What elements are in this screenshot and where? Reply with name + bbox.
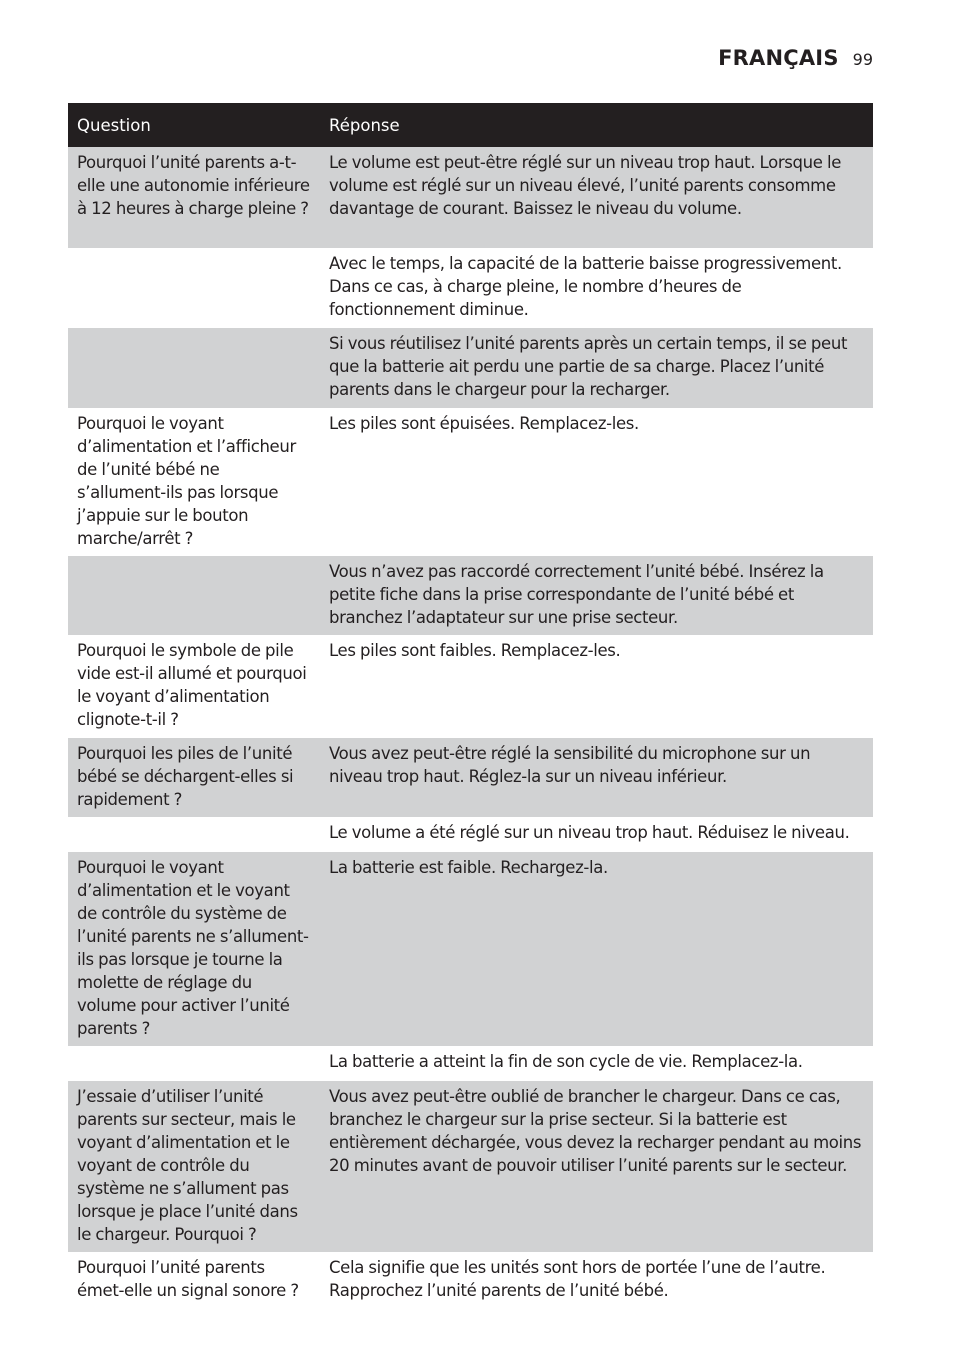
answer-cell: Le volume a été réglé sur un niveau trop haut. Réduisez le niveau. (320, 817, 873, 852)
table-row (68, 635, 873, 738)
question-cell: Pourquoi les piles de l’unité bébé se déchargent-elles si rapidement ? (68, 738, 320, 817)
troubleshooting-table (68, 103, 873, 1309)
table-row (68, 408, 873, 556)
answer-cell: Cela signifie que les unités sont hors de portée l’une de l’autre. Rapprochez l’unité parents de l’unité bébé. (320, 1252, 873, 1309)
page-header (718, 46, 873, 76)
question-cell: J’essaie d’utiliser l’unité parents sur secteur, mais le voyant d’alimentation et le voyant de contrôle du système ne s’allument pas lorsque je place l’unité dans le chargeur. Pourquoi ? (68, 1081, 320, 1252)
question-cell: Pourquoi le symbole de pile vide est-il allumé et pourquoi le voyant d’alimentation clignote-t-il ? (68, 635, 320, 738)
question-cell: Pourquoi le voyant d’alimentation et le voyant de contrôle du système de l’unité parents ne s’allument-ils pas lorsque je tourne la molette de réglage du volume pour activer l’unité parents ? (68, 852, 320, 1046)
answer-cell: Vous avez peut-être réglé la sensibilité du microphone sur un niveau trop haut. Réglez-la sur un niveau inférieur. (320, 738, 873, 817)
table-row (68, 556, 873, 635)
answer-cell: Les piles sont faibles. Remplacez-les. (320, 635, 873, 738)
answer-cell: Vous n’avez pas raccordé correctement l’unité bébé. Insérez la petite fiche dans la prise correspondante de l’unité bébé et branchez l’adaptateur sur une prise secteur. (320, 556, 873, 635)
table-row (68, 852, 873, 1046)
table-row (68, 328, 873, 408)
table-row (68, 1081, 873, 1252)
answer-cell: Avec le temps, la capacité de la batterie baisse progressivement. Dans ce cas, à charge pleine, le nombre d’heures de fonctionnement diminue. (320, 248, 873, 328)
table-row (68, 1046, 873, 1081)
answer-cell: Le volume est peut-être réglé sur un niveau trop haut. Lorsque le volume est réglé sur un niveau élevé, l’unité parents consomme davantage de courant. Baissez le niveau du volume. (320, 147, 873, 248)
answer-cell: Les piles sont épuisées. Remplacez-les. (320, 408, 873, 556)
table-row (68, 817, 873, 852)
question-cell (68, 328, 320, 408)
column-header-question: Question (68, 103, 320, 147)
answer-cell: La batterie est faible. Rechargez-la. (320, 852, 873, 1046)
question-cell (68, 817, 320, 852)
answer-cell: Si vous réutilisez l’unité parents après un certain temps, il se peut que la batterie ait perdu une partie de sa charge. Placez l’unité parents dans le chargeur pour la recharger. (320, 328, 873, 408)
answer-cell: La batterie a atteint la fin de son cycle de vie. Remplacez-la. (320, 1046, 873, 1081)
language-heading: FRANÇAIS (718, 46, 839, 70)
table-row (68, 248, 873, 328)
question-cell: Pourquoi le voyant d’alimentation et l’afficheur de l’unité bébé ne s’allument-ils pas lorsque j’appuie sur le bouton marche/arrêt ? (68, 408, 320, 556)
question-cell: Pourquoi l’unité parents émet-elle un signal sonore ? (68, 1252, 320, 1309)
question-cell (68, 556, 320, 635)
answer-cell: Vous avez peut-être oublié de brancher le chargeur. Dans ce cas, branchez le chargeur sur la prise secteur. Si la batterie est entièrement déchargée, vous devez la recharger pendant au moins 20 minutes avant de pouvoir utiliser l’unité parents sur le secteur. (320, 1081, 873, 1252)
table-row (68, 738, 873, 817)
table-row (68, 147, 873, 248)
column-header-answer: Réponse (320, 103, 873, 147)
question-cell (68, 1046, 320, 1081)
question-cell (68, 248, 320, 328)
page-number: 99 (852, 50, 873, 69)
question-cell: Pourquoi l’unité parents a-t-elle une autonomie inférieure à 12 heures à charge pleine ? (68, 147, 320, 248)
table-header-row (68, 103, 873, 147)
table-row (68, 1252, 873, 1309)
